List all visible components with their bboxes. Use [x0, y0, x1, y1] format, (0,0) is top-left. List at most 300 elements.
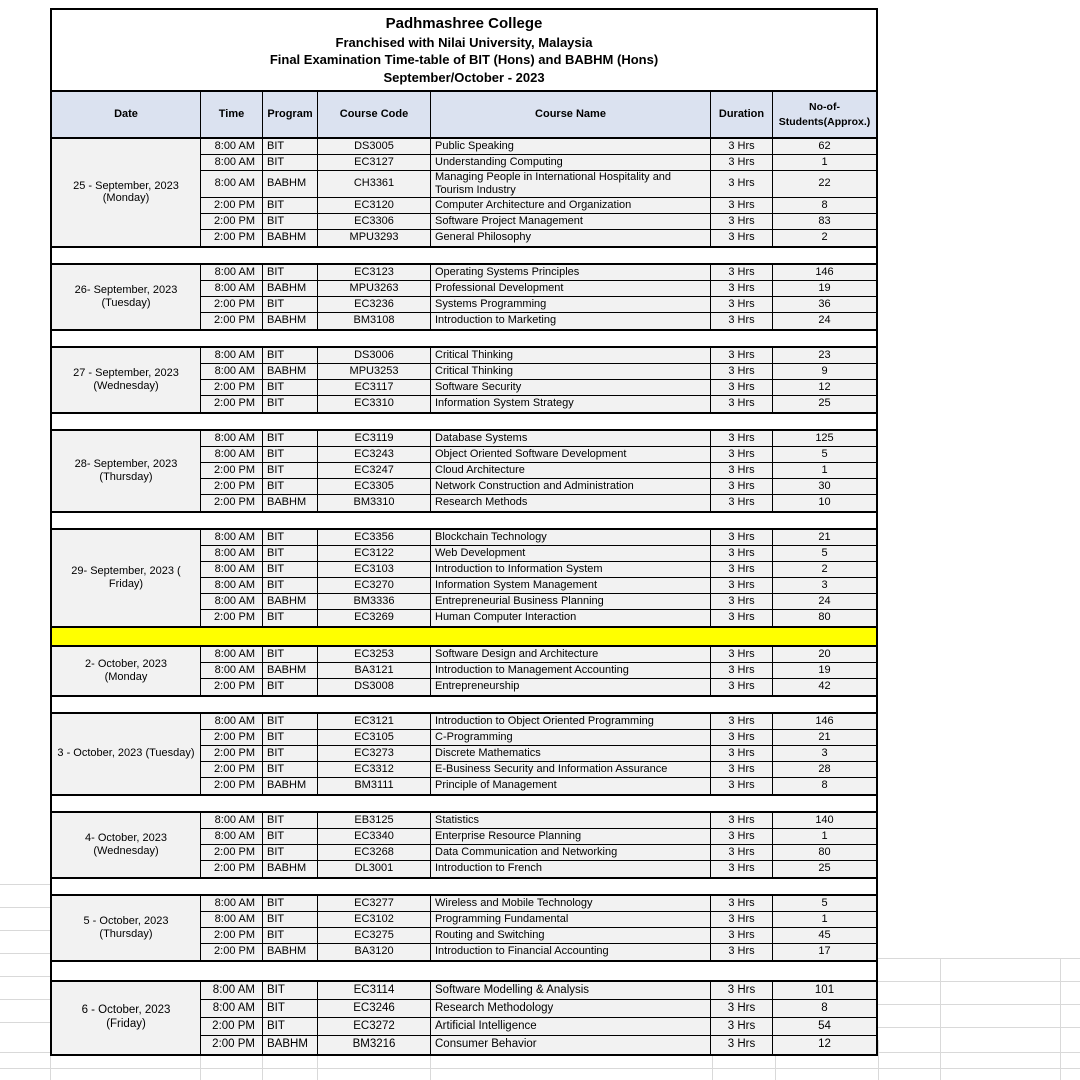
cell-time: 8:00 AM [201, 813, 263, 829]
cell-name: Object Oriented Software Development [431, 447, 711, 463]
cell-duration: 3 Hrs [711, 214, 773, 230]
cell-code: BA3120 [318, 944, 431, 960]
cell-code: CH3361 [318, 171, 431, 198]
cell-name: Software Project Management [431, 214, 711, 230]
cell-students: 125 [773, 431, 876, 447]
cell-time: 2:00 PM [201, 679, 263, 695]
cell-time: 8:00 AM [201, 829, 263, 845]
day-text: (Thursday) [99, 927, 153, 940]
cell-program: BIT [263, 578, 318, 594]
cell-students: 3 [773, 746, 876, 762]
date-text: 4- October, 2023 [85, 831, 167, 844]
cell-code: EC3123 [318, 265, 431, 281]
cell-name: Software Security [431, 380, 711, 396]
cell-students: 21 [773, 730, 876, 746]
cell-students: 140 [773, 813, 876, 829]
cell-duration: 3 Hrs [711, 861, 773, 877]
cell-duration: 3 Hrs [711, 746, 773, 762]
cell-students: 12 [818, 1038, 831, 1051]
block-gap [50, 697, 878, 712]
cell-program: BIT [263, 546, 318, 562]
cell-duration: 3 Hrs [711, 198, 773, 214]
cell-duration: 3 Hrs [711, 679, 773, 695]
cell-code: EC3270 [318, 578, 431, 594]
cell-name: Entrepreneurial Business Planning [431, 594, 711, 610]
sheet-gridline [878, 1027, 1080, 1028]
cell-time: 8:00 AM [201, 663, 263, 679]
cell-program: BIT [263, 139, 318, 155]
cell-time: 2:00 PM [201, 778, 263, 794]
cell-students: 30 [773, 479, 876, 495]
cell-duration: 3 Hrs [711, 912, 773, 928]
cell-code: DS3008 [318, 679, 431, 695]
cell-students: 19 [773, 663, 876, 679]
date-cell [52, 813, 201, 877]
cell-time: 2:00 PM [201, 1018, 263, 1036]
cell-time: 2:00 PM [201, 230, 263, 246]
sheet-gridline [878, 958, 1080, 959]
cell-name: Discrete Mathematics [431, 746, 711, 762]
cell-duration: 3 Hrs [711, 663, 773, 679]
day-text: (Wednesday) [93, 379, 159, 392]
sheet-gridline [1060, 958, 1061, 1080]
cell-name: Introduction to Management Accounting [431, 663, 711, 679]
cell-duration: 3 Hrs [711, 348, 773, 364]
date-text: 26- September, 2023 [74, 283, 178, 296]
cell-duration: 3 Hrs [711, 380, 773, 396]
cell-program: BIT [263, 829, 318, 845]
cell-students: 24 [818, 314, 831, 327]
exam-day-block [50, 346, 878, 414]
date-text: 28- September, 2023 [74, 457, 178, 470]
cell-code: MPU3253 [318, 364, 431, 380]
cell-code: EC3122 [318, 546, 431, 562]
cell-program: BIT [263, 479, 318, 495]
cell-time: 8:00 AM [201, 578, 263, 594]
cell-code: EC3273 [318, 746, 431, 762]
cell-time: 2:00 PM [201, 762, 263, 778]
cell-code: EC3253 [318, 647, 431, 663]
cell-program: BABHM [263, 281, 318, 297]
cell-time: 8:00 AM [201, 562, 263, 578]
header-date: Date [52, 92, 201, 137]
cell-code: EC3236 [318, 297, 431, 313]
cell-time: 2:00 PM [201, 380, 263, 396]
cell-code: MPU3293 [318, 230, 431, 246]
exam-day-block [50, 811, 878, 879]
cell-code: DL3001 [318, 861, 431, 877]
cell-time: 8:00 AM [201, 364, 263, 380]
cell-program: BIT [263, 396, 318, 412]
cell-program: BIT [263, 265, 318, 281]
cell-program: BABHM [263, 495, 318, 511]
cell-duration: 3 Hrs [711, 896, 773, 912]
cell-students: 62 [773, 139, 876, 155]
cell-students: 24 [773, 594, 876, 610]
cell-code: EC3247 [318, 463, 431, 479]
header-students [773, 92, 876, 137]
cell-program: BIT [263, 562, 318, 578]
cell-code: EB3125 [318, 813, 431, 829]
cell-time: 8:00 AM [201, 896, 263, 912]
cell-students: 83 [773, 214, 876, 230]
cell-code: EC3305 [318, 479, 431, 495]
sheet-gridline [0, 1068, 1080, 1069]
block-gap [50, 796, 878, 811]
cell-program: BABHM [263, 663, 318, 679]
cell-students: 12 [773, 380, 876, 396]
cell-code: EC3356 [318, 530, 431, 546]
cell-name: General Philosophy [431, 230, 711, 246]
cell-program: BIT [263, 463, 318, 479]
cell-program: BIT [263, 647, 318, 663]
cell-duration: 3 Hrs [711, 1036, 773, 1054]
cell-duration: 3 Hrs [711, 297, 773, 313]
date-cell [52, 265, 201, 329]
cell-code: EC3268 [318, 845, 431, 861]
cell-program: BIT [263, 679, 318, 695]
cell-students: 2 [773, 562, 876, 578]
cell-program: BIT [263, 348, 318, 364]
cell-students: 20 [773, 647, 876, 663]
day-text: (Wednesday) [93, 844, 159, 857]
cell-name: Statistics [431, 813, 711, 829]
cell-duration: 3 Hrs [711, 479, 773, 495]
cell-code: EC3340 [318, 829, 431, 845]
date-text: 2- October, 2023 [85, 657, 167, 670]
cell-code: EC3275 [318, 928, 431, 944]
cell-program: BIT [263, 214, 318, 230]
exam-day-block [50, 645, 878, 697]
cell-students: 25 [818, 397, 831, 410]
day-text: (Tuesday) [101, 296, 151, 309]
cell-time: 2:00 PM [201, 463, 263, 479]
cell-program: BIT [263, 896, 318, 912]
cell-duration: 3 Hrs [711, 530, 773, 546]
cell-program: BABHM [263, 778, 318, 794]
cell-students: 42 [818, 680, 831, 693]
exam-title-line: Final Examination Time-table of BIT (Hons) and BABHM (Hons) [269, 52, 659, 68]
exam-day-block [50, 528, 878, 628]
cell-name: Public Speaking [431, 139, 711, 155]
cell-duration: 3 Hrs [711, 578, 773, 594]
cell-code: EC3120 [318, 198, 431, 214]
cell-duration: 3 Hrs [711, 495, 773, 511]
cell-duration: 3 Hrs [711, 829, 773, 845]
cell-duration: 3 Hrs [711, 944, 773, 960]
header-students-line2: Students(Approx.) [778, 115, 871, 128]
cell-program: BIT [263, 982, 318, 1000]
cell-duration: 3 Hrs [711, 562, 773, 578]
exam-day-block [50, 429, 878, 513]
sheet-gridline [0, 976, 50, 977]
date-cell [52, 714, 201, 794]
cell-time: 8:00 AM [201, 348, 263, 364]
cell-duration: 3 Hrs [711, 230, 773, 246]
cell-students: 54 [773, 1018, 876, 1036]
cell-name: Critical Thinking [431, 364, 711, 380]
cell-program: BIT [263, 813, 318, 829]
cell-name: Managing People in International Hospitality and Tourism Industry [431, 171, 711, 198]
cell-name: Human Computer Interaction [431, 610, 711, 626]
cell-name: Data Communication and Networking [431, 845, 711, 861]
cell-duration: 3 Hrs [711, 778, 773, 794]
cell-code: BM3108 [318, 313, 431, 329]
cell-students: 28 [773, 762, 876, 778]
cell-code: EC3312 [318, 762, 431, 778]
cell-name: Introduction to French [431, 861, 711, 877]
cell-code: EC3103 [318, 562, 431, 578]
sheet-gridline [878, 1040, 879, 1080]
cell-name: Blockchain Technology [431, 530, 711, 546]
cell-duration: 3 Hrs [711, 265, 773, 281]
cell-name: Critical Thinking [431, 348, 711, 364]
cell-students: 1 [773, 912, 876, 928]
sheet-gridline [0, 930, 50, 931]
sheet-gridline [878, 981, 1080, 982]
sheet-gridline [0, 999, 50, 1000]
document-header [50, 8, 878, 90]
cell-students: 1 [773, 463, 876, 479]
cell-name: Routing and Switching [431, 928, 711, 944]
column-header-row [50, 90, 878, 139]
cell-code: EC3105 [318, 730, 431, 746]
cell-duration: 3 Hrs [711, 813, 773, 829]
cell-program: BIT [263, 746, 318, 762]
cell-name: Consumer Behavior [431, 1036, 711, 1054]
sheet-gridline [0, 1022, 50, 1023]
cell-name: Introduction to Marketing [431, 313, 711, 329]
cell-duration: 3 Hrs [711, 396, 773, 412]
day-text: (Thursday) [99, 470, 153, 483]
cell-program: BIT [263, 431, 318, 447]
exam-day-block [50, 712, 878, 796]
cell-code: EC3127 [318, 155, 431, 171]
exam-day-block [50, 894, 878, 962]
cell-time: 2:00 PM [201, 495, 263, 511]
cell-code: BM3336 [318, 594, 431, 610]
cell-name: Programming Fundamental [431, 912, 711, 928]
cell-name: Research Methods [431, 495, 711, 511]
cell-name: Wireless and Mobile Technology [431, 896, 711, 912]
block-gap [50, 962, 878, 980]
cell-students: 8 [821, 779, 828, 792]
cell-students: 10 [818, 496, 831, 509]
cell-students: 23 [773, 348, 876, 364]
cell-time: 2:00 PM [201, 845, 263, 861]
cell-name: Systems Programming [431, 297, 711, 313]
date-text: 25 - September, 2023 [73, 179, 179, 192]
cell-name: Introduction to Object Oriented Programming [431, 714, 711, 730]
cell-name: Software Modelling & Analysis [431, 982, 711, 1000]
sheet-gridline [940, 958, 941, 1080]
cell-program: BIT [263, 297, 318, 313]
cell-students: 80 [818, 611, 831, 624]
exam-timetable [50, 8, 878, 1056]
exam-day-block [50, 263, 878, 331]
cell-duration: 3 Hrs [711, 313, 773, 329]
exam-day-block [50, 139, 878, 248]
cell-code: BM3310 [318, 495, 431, 511]
cell-time: 8:00 AM [201, 171, 263, 198]
cell-program: BABHM [263, 594, 318, 610]
cell-students: 36 [773, 297, 876, 313]
cell-time: 2:00 PM [201, 610, 263, 626]
cell-name: Understanding Computing [431, 155, 711, 171]
cell-name: Information System Management [431, 578, 711, 594]
date-cell [52, 647, 201, 695]
cell-name: Artificial Intelligence [431, 1018, 711, 1036]
cell-code: EC3102 [318, 912, 431, 928]
cell-name: Operating Systems Principles [431, 265, 711, 281]
cell-name: Information System Strategy [431, 396, 711, 412]
day-text: (Monday [104, 670, 148, 683]
cell-time: 8:00 AM [201, 281, 263, 297]
cell-code: EC3117 [318, 380, 431, 396]
cell-name: Enterprise Resource Planning [431, 829, 711, 845]
cell-name: Introduction to Information System [431, 562, 711, 578]
cell-duration: 3 Hrs [711, 431, 773, 447]
cell-code: EC3269 [318, 610, 431, 626]
cell-time: 8:00 AM [201, 265, 263, 281]
cell-program: BABHM [263, 171, 318, 198]
cell-code: EC3272 [318, 1018, 431, 1036]
date-cell [52, 896, 201, 960]
cell-time: 2:00 PM [201, 297, 263, 313]
cell-time: 2:00 PM [201, 313, 263, 329]
cell-name: Web Development [431, 546, 711, 562]
cell-program: BABHM [263, 1036, 318, 1054]
cell-time: 8:00 AM [201, 714, 263, 730]
cell-students: 25 [818, 862, 831, 875]
date-cell [52, 348, 201, 412]
cell-code: EC3277 [318, 896, 431, 912]
highlight-divider [50, 628, 878, 645]
cell-code: DS3005 [318, 139, 431, 155]
block-gap [50, 414, 878, 429]
block-gap [50, 248, 878, 263]
cell-time: 2:00 PM [201, 861, 263, 877]
cell-duration: 3 Hrs [711, 281, 773, 297]
header-students-line1: No-of- [809, 101, 840, 114]
header-time: Time [201, 92, 263, 137]
date-text: 27 - September, 2023 [73, 366, 179, 379]
cell-duration: 3 Hrs [711, 546, 773, 562]
cell-name: Database Systems [431, 431, 711, 447]
date-cell [52, 431, 201, 511]
date-text: 6 - October, 2023 [81, 1004, 171, 1017]
cell-time: 8:00 AM [201, 530, 263, 546]
cell-students: 1 [773, 829, 876, 845]
sheet-gridline [0, 884, 50, 885]
header-duration: Duration [711, 92, 773, 137]
date-text: 5 - October, 2023 [83, 914, 169, 927]
cell-code: BM3111 [318, 778, 431, 794]
cell-code: BM3216 [318, 1036, 431, 1054]
timetable-body [50, 139, 878, 1056]
cell-name: Research Methodology [431, 1000, 711, 1018]
cell-duration: 3 Hrs [711, 139, 773, 155]
cell-duration: 3 Hrs [711, 714, 773, 730]
cell-time: 2:00 PM [201, 396, 263, 412]
cell-program: BIT [263, 762, 318, 778]
cell-time: 8:00 AM [201, 647, 263, 663]
cell-program: BIT [263, 730, 318, 746]
cell-time: 2:00 PM [201, 198, 263, 214]
cell-students: 2 [821, 231, 828, 244]
cell-students: 5 [773, 546, 876, 562]
sheet-gridline [878, 1004, 1080, 1005]
header-course-name: Course Name [431, 92, 711, 137]
cell-duration: 3 Hrs [711, 463, 773, 479]
cell-duration: 3 Hrs [711, 982, 773, 1000]
cell-students: 3 [773, 578, 876, 594]
date-text: 3 - October, 2023 (Tuesday) [57, 747, 195, 760]
sheet-gridline [0, 907, 50, 908]
date-cell [52, 982, 201, 1054]
cell-students: 5 [773, 447, 876, 463]
cell-students: 9 [773, 364, 876, 380]
cell-duration: 3 Hrs [711, 1000, 773, 1018]
date-text: 29- September, 2023 ( [71, 564, 181, 577]
cell-code: EC3246 [318, 1000, 431, 1018]
cell-time: 8:00 AM [201, 155, 263, 171]
cell-duration: 3 Hrs [711, 447, 773, 463]
cell-code: EC3243 [318, 447, 431, 463]
cell-students: 17 [818, 945, 831, 958]
cell-name: Computer Architecture and Organization [431, 198, 711, 214]
block-gap [50, 513, 878, 528]
block-gap [50, 879, 878, 894]
cell-time: 8:00 AM [201, 912, 263, 928]
cell-code: BA3121 [318, 663, 431, 679]
date-cell [52, 139, 201, 246]
cell-duration: 3 Hrs [711, 155, 773, 171]
exam-day-block [50, 980, 878, 1056]
cell-program: BABHM [263, 230, 318, 246]
cell-code: EC3310 [318, 396, 431, 412]
cell-time: 8:00 AM [201, 431, 263, 447]
cell-time: 8:00 AM [201, 139, 263, 155]
cell-code: EC3119 [318, 431, 431, 447]
cell-name: Introduction to Financial Accounting [431, 944, 711, 960]
cell-code: MPU3263 [318, 281, 431, 297]
cell-duration: 3 Hrs [711, 762, 773, 778]
cell-students: 45 [773, 928, 876, 944]
cell-program: BIT [263, 928, 318, 944]
cell-program: BIT [263, 380, 318, 396]
day-text: Friday) [108, 577, 144, 590]
cell-program: BABHM [263, 861, 318, 877]
cell-duration: 3 Hrs [711, 730, 773, 746]
cell-students: 8 [773, 198, 876, 214]
cell-time: 2:00 PM [201, 746, 263, 762]
block-gap [50, 331, 878, 346]
cell-students: 22 [773, 171, 876, 198]
cell-students: 146 [773, 265, 876, 281]
cell-program: BIT [263, 447, 318, 463]
cell-time: 2:00 PM [201, 214, 263, 230]
cell-program: BIT [263, 1018, 318, 1036]
cell-time: 8:00 AM [201, 447, 263, 463]
cell-name: Cloud Architecture [431, 463, 711, 479]
cell-name: E-Business Security and Information Assurance [431, 762, 711, 778]
cell-time: 8:00 AM [201, 1000, 263, 1018]
cell-program: BABHM [263, 313, 318, 329]
cell-program: BIT [263, 530, 318, 546]
cell-duration: 3 Hrs [711, 171, 773, 198]
franchise-line: Franchised with Nilai University, Malaysia [335, 34, 593, 50]
